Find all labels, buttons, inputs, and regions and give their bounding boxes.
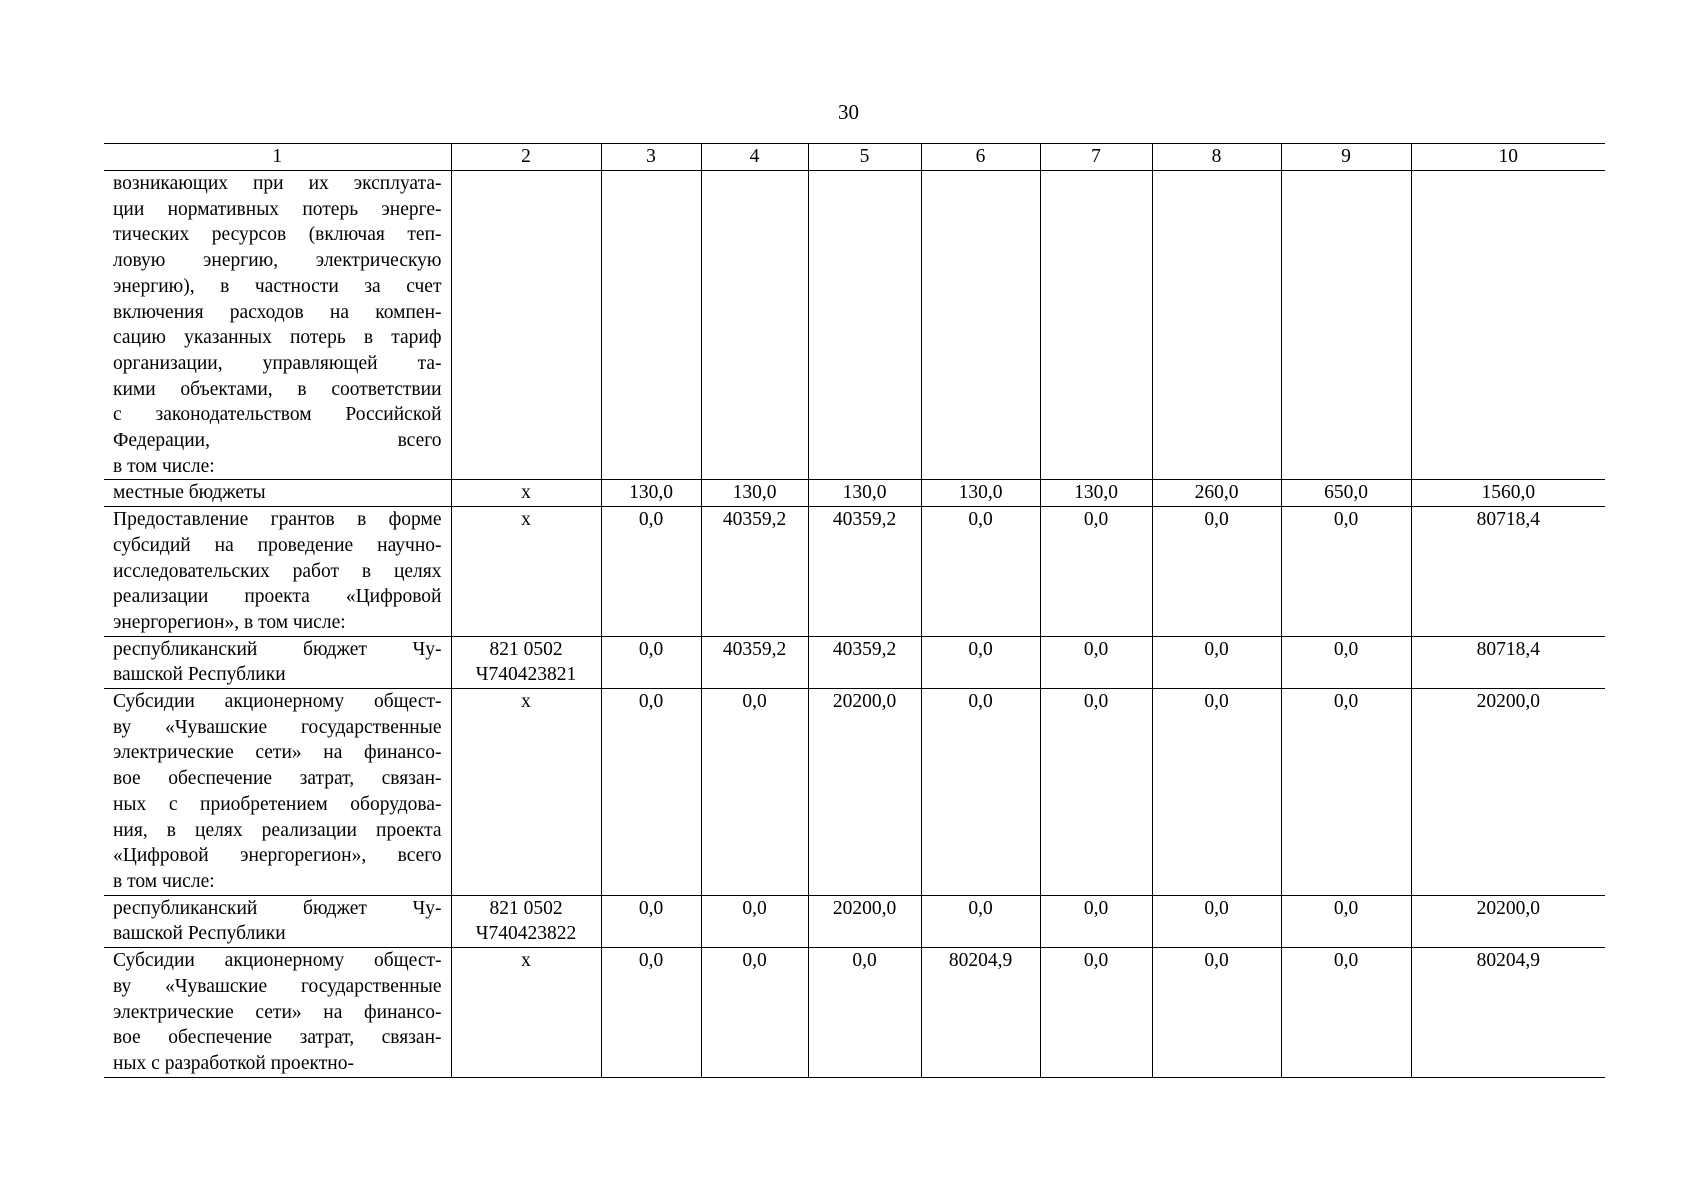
- column-header: 7: [1040, 144, 1152, 171]
- row-value-cell: 0,0: [1152, 689, 1281, 896]
- row-name-line: исследовательских работ в целях: [113, 560, 442, 582]
- row-value-cell: 0,0: [1152, 948, 1281, 1078]
- row-value-cell: 0,0: [601, 895, 701, 947]
- row-name-cell: [104, 948, 451, 1078]
- row-value-cell: 130,0: [601, 480, 701, 507]
- row-name-line: вое обеспечение затрат, связан-: [113, 1027, 442, 1049]
- row-name-line: вашской Республики: [113, 664, 286, 686]
- row-name-line: субсидий на проведение научно-: [113, 534, 442, 556]
- row-name-line: ву «Чувашские государственные: [113, 975, 442, 997]
- row-value-cell: 130,0: [1040, 480, 1152, 507]
- row-value-cell: 0,0: [701, 689, 808, 896]
- page-number: 30: [838, 100, 859, 124]
- row-name-line: в том числе:: [113, 455, 215, 477]
- row-value-cell: 40359,2: [701, 507, 808, 637]
- table-header-row: [104, 144, 1605, 171]
- row-value-cell: 130,0: [808, 480, 921, 507]
- row-value-cell: [1281, 171, 1411, 480]
- table-row: [104, 480, 1605, 507]
- row-total-cell: [1411, 171, 1605, 480]
- column-header: 9: [1281, 144, 1411, 171]
- row-value-cell: 0,0: [1281, 636, 1411, 688]
- row-value-cell: [1152, 171, 1281, 480]
- row-total-cell: 80718,4: [1411, 636, 1605, 688]
- row-total-cell: 80718,4: [1411, 507, 1605, 637]
- row-name-line: республиканский бюджет Чу-: [113, 638, 442, 660]
- row-value-cell: 40359,2: [701, 636, 808, 688]
- row-name-line: вашской Республики: [113, 923, 286, 945]
- row-name-line: ных с приобретением оборудова-: [113, 793, 442, 815]
- column-header: 3: [601, 144, 701, 171]
- row-value-cell: 130,0: [701, 480, 808, 507]
- row-code-line: х: [521, 509, 531, 531]
- row-name-line: включения расходов на компен-: [113, 301, 442, 323]
- row-code-cell: [451, 480, 601, 507]
- row-value-cell: [921, 171, 1040, 480]
- row-name-cell: [104, 507, 451, 637]
- row-name-line: возникающих при их эксплуата-: [113, 173, 442, 194]
- row-total-cell: 20200,0: [1411, 895, 1605, 947]
- row-value-cell: 20200,0: [808, 689, 921, 896]
- table-row: [104, 948, 1605, 1078]
- row-value-cell: 130,0: [921, 480, 1040, 507]
- row-value-cell: 0,0: [921, 507, 1040, 637]
- row-value-cell: 0,0: [601, 507, 701, 637]
- row-value-cell: 0,0: [601, 948, 701, 1078]
- row-name-cell: [104, 636, 451, 688]
- row-code-line: 821 0502: [489, 638, 563, 660]
- row-total-cell: 1560,0: [1411, 480, 1605, 507]
- row-name-cell: [104, 895, 451, 947]
- row-total-cell: 20200,0: [1411, 689, 1605, 896]
- row-value-cell: [808, 171, 921, 480]
- row-value-cell: 0,0: [1281, 948, 1411, 1078]
- row-name-line: сацию указанных потерь в тариф: [113, 327, 442, 349]
- column-header: 8: [1152, 144, 1281, 171]
- row-value-cell: 0,0: [1040, 689, 1152, 896]
- row-name-line: ловую энергию, электрическую: [113, 250, 442, 272]
- row-value-cell: 0,0: [1152, 895, 1281, 947]
- row-name-line: ных с разработкой проектно-: [113, 1052, 354, 1074]
- table-row: [104, 171, 1605, 480]
- row-name-line: электрические сети» на финансо-: [113, 1001, 442, 1023]
- row-value-cell: 0,0: [1040, 507, 1152, 637]
- row-code-line: Ч740423822: [475, 923, 577, 945]
- budget-table: [104, 143, 1605, 1078]
- row-name-line: энергию), в частности за счет: [113, 275, 442, 297]
- row-name-cell: [104, 689, 451, 896]
- row-name-line: ву «Чувашские государственные: [113, 716, 442, 738]
- row-name-line: электрические сети» на финансо-: [113, 742, 442, 764]
- table-row: [104, 689, 1605, 896]
- row-value-cell: 260,0: [1152, 480, 1281, 507]
- row-name-line: реализации проекта «Цифровой: [113, 586, 442, 608]
- row-value-cell: 0,0: [601, 689, 701, 896]
- row-value-cell: 40359,2: [808, 507, 921, 637]
- row-code-line: х: [521, 950, 531, 972]
- table-row: [104, 636, 1605, 688]
- row-name-line: Предоставление грантов в форме: [113, 509, 442, 531]
- row-name-line: в том числе:: [113, 870, 215, 892]
- row-value-cell: 0,0: [701, 895, 808, 947]
- row-name-line: «Цифровой энергорегион», всего: [113, 845, 442, 867]
- row-value-cell: 0,0: [1040, 948, 1152, 1078]
- row-value-cell: 0,0: [1152, 636, 1281, 688]
- row-code-cell: [451, 895, 601, 947]
- row-value-cell: 0,0: [701, 948, 808, 1078]
- row-value-cell: 0,0: [601, 636, 701, 688]
- row-name-line: республиканский бюджет Чу-: [113, 897, 442, 919]
- row-name-cell: [104, 171, 451, 480]
- column-header: 2: [451, 144, 601, 171]
- row-name-line: местные бюджеты: [113, 482, 266, 504]
- row-value-cell: 40359,2: [808, 636, 921, 688]
- row-code-cell: [451, 689, 601, 896]
- row-value-cell: [601, 171, 701, 480]
- table-row: [104, 507, 1605, 637]
- row-code-cell: [451, 948, 601, 1078]
- row-code-cell: [451, 636, 601, 688]
- row-value-cell: 0,0: [1281, 689, 1411, 896]
- row-name-line: ния, в целях реализации проекта: [113, 819, 442, 841]
- row-name-line: ции нормативных потерь энерге-: [113, 198, 442, 220]
- row-code-line: Ч740423821: [475, 664, 577, 686]
- row-value-cell: 0,0: [1040, 636, 1152, 688]
- row-value-cell: [1040, 171, 1152, 480]
- row-name-line: Субсидии акционерному общест-: [113, 950, 442, 972]
- row-total-cell: 80204,9: [1411, 948, 1605, 1078]
- row-code-line: 821 0502: [489, 897, 563, 919]
- row-name-line: с законодательством Российской: [113, 404, 442, 426]
- column-header: 10: [1411, 144, 1605, 171]
- row-name-cell: [104, 480, 451, 507]
- row-value-cell: 0,0: [808, 948, 921, 1078]
- row-value-cell: 0,0: [921, 895, 1040, 947]
- row-value-cell: 0,0: [921, 636, 1040, 688]
- row-value-cell: 0,0: [1152, 507, 1281, 637]
- row-name-line: Субсидии акционерному общест-: [113, 691, 442, 713]
- row-code-line: х: [521, 691, 531, 713]
- row-value-cell: 0,0: [1281, 895, 1411, 947]
- table-row: [104, 895, 1605, 947]
- row-value-cell: 650,0: [1281, 480, 1411, 507]
- row-name-line: энергорегион», в том числе:: [113, 611, 346, 633]
- row-name-line: кими объектами, в соответствии: [113, 378, 442, 400]
- table-body: [104, 144, 1605, 1078]
- row-name-line: организации, управляющей та-: [113, 352, 442, 374]
- row-value-cell: [701, 171, 808, 480]
- row-code-cell: [451, 507, 601, 637]
- row-value-cell: 0,0: [1281, 507, 1411, 637]
- column-header: 1: [104, 144, 451, 171]
- column-header: 6: [921, 144, 1040, 171]
- row-value-cell: 20200,0: [808, 895, 921, 947]
- row-name-line: тических ресурсов (включая теп-: [113, 224, 442, 246]
- row-value-cell: 80204,9: [921, 948, 1040, 1078]
- row-name-line: вое обеспечение затрат, связан-: [113, 768, 442, 790]
- column-header: 4: [701, 144, 808, 171]
- row-name-line: Федерации, всего: [113, 430, 442, 452]
- row-value-cell: 0,0: [1040, 895, 1152, 947]
- row-code-cell: [451, 171, 601, 480]
- row-value-cell: 0,0: [921, 689, 1040, 896]
- column-header: 5: [808, 144, 921, 171]
- row-code-line: х: [521, 482, 531, 504]
